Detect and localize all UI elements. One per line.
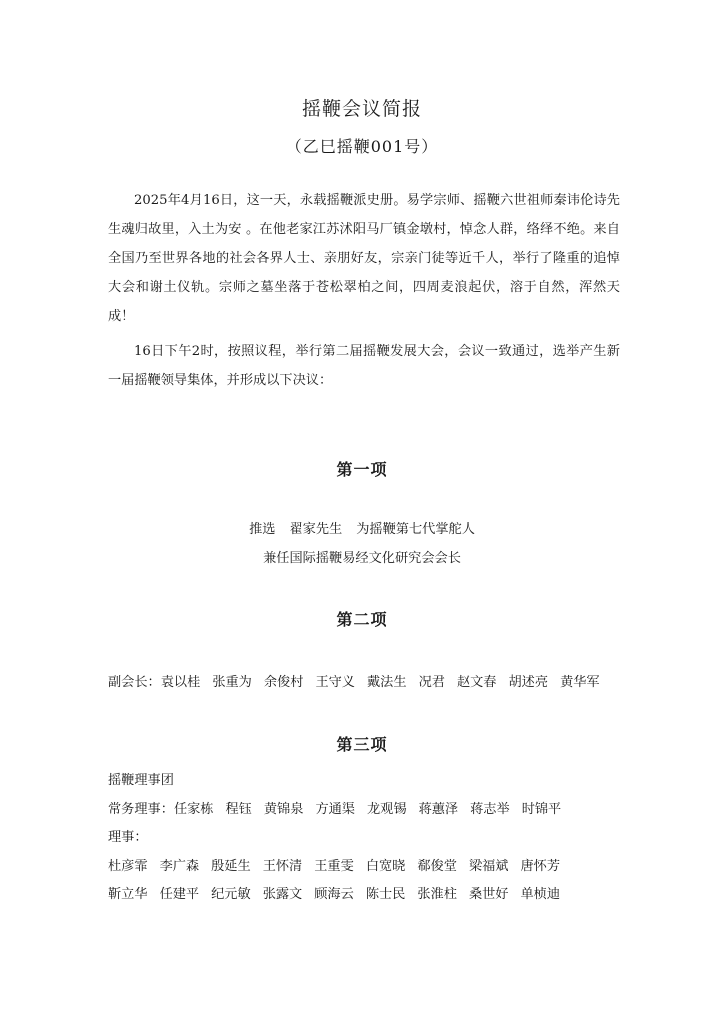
director-name: 王怀清 <box>262 859 303 874</box>
vice-president-name: 张重为 <box>212 675 252 690</box>
director-name: 靳立华 <box>108 887 148 902</box>
standing-director-name: 黄锦泉 <box>263 802 304 817</box>
standing-director-name: 时锦平 <box>521 802 562 817</box>
director-name: 殷延生 <box>211 859 251 874</box>
director-name: 梁福斌 <box>468 859 509 874</box>
standing-director-name: 方通渠 <box>315 802 355 817</box>
council-team-label: 摇鞭理事团 <box>108 773 174 788</box>
resolution-line-2: 兼任国际摇鞭易经文化研究会会长 <box>263 551 461 566</box>
director-name: 郗俊堂 <box>417 859 457 874</box>
director-name: 任建平 <box>159 887 200 902</box>
vice-president-name: 胡述亮 <box>508 675 549 690</box>
vice-president-name: 袁以桂 <box>160 675 201 690</box>
vice-president-name: 赵文春 <box>456 675 497 690</box>
vice-president-name: 戴法生 <box>367 675 407 690</box>
standing-director-name: 蒋志举 <box>470 802 510 817</box>
document-title: 摇鞭会议简报 <box>301 98 422 120</box>
vice-president-name: 王守义 <box>315 675 355 690</box>
director-name: 单桢迪 <box>520 887 561 902</box>
section-heading-3: 第三项 <box>336 735 388 754</box>
director-name: 李广森 <box>159 859 200 874</box>
section-heading-1: 第一项 <box>336 460 388 479</box>
director-name: 杜彦霏 <box>108 859 148 874</box>
standing-director-name: 程钰 <box>225 802 252 817</box>
standing-director-name: 任家栋 <box>173 802 214 817</box>
director-name: 纪元敏 <box>211 887 251 902</box>
director-name: 顾海云 <box>314 887 354 902</box>
paragraph-conference: 16日下午2时，按照议程，举行第二届摇鞭发展大会，会议一致通过，选举产生新一届摇鞭领导集体，并形成以下决议： <box>108 344 620 388</box>
vice-president-name: 况君 <box>418 675 445 690</box>
director-name: 桑世好 <box>468 887 509 902</box>
document-subtitle: （乙巳摇鞭001号） <box>285 137 439 156</box>
director-name: 张淮柱 <box>417 887 457 902</box>
vice-president-name: 余俊村 <box>263 675 304 690</box>
director-name: 陈士民 <box>365 887 406 902</box>
resolution-person: 翟家先生 <box>289 522 343 537</box>
director-name: 唐怀芳 <box>520 859 561 874</box>
vice-president-name: 黄华军 <box>560 675 600 690</box>
standing-director-name: 蒋蕙泽 <box>418 802 459 817</box>
director-name: 白宽晓 <box>365 859 406 874</box>
standing-directors-row <box>108 798 668 817</box>
director-name: 张露文 <box>262 887 303 902</box>
standing-directors-label: 常务理事： <box>108 802 174 817</box>
paragraph-memorial: 2025年4月16日，这一天，永载摇鞭派史册。易学宗师、摇鞭六世祖师秦讳伦诗先生魂归故里，入土为安 。在他老家江苏沭阳马厂镇金墩村，悼念人群，络绎不绝。来自全国乃至世界各地的社会各界人士、亲朋好友，宗亲门徒等近千人，举行了隆重的追悼大会和谢土仪轨。宗师之墓坐落于苍松翠柏之间，四周麦浪起伏，溶于自然，浑然天成！ <box>108 193 620 324</box>
vice-president-label: 副会长： <box>108 675 161 690</box>
vice-president-row <box>108 671 668 690</box>
section-heading-2: 第二项 <box>336 610 388 629</box>
director-name: 王重雯 <box>314 859 354 874</box>
directors-label: 理事： <box>108 830 148 845</box>
directors-row-1 <box>108 855 668 874</box>
resolution-role: 为摇鞭第七代掌舵人 <box>356 522 475 537</box>
resolution-verb: 推选 <box>249 522 276 537</box>
resolution-line-1 <box>0 518 724 537</box>
directors-row-2 <box>108 883 668 902</box>
standing-director-name: 龙观锡 <box>367 802 407 817</box>
